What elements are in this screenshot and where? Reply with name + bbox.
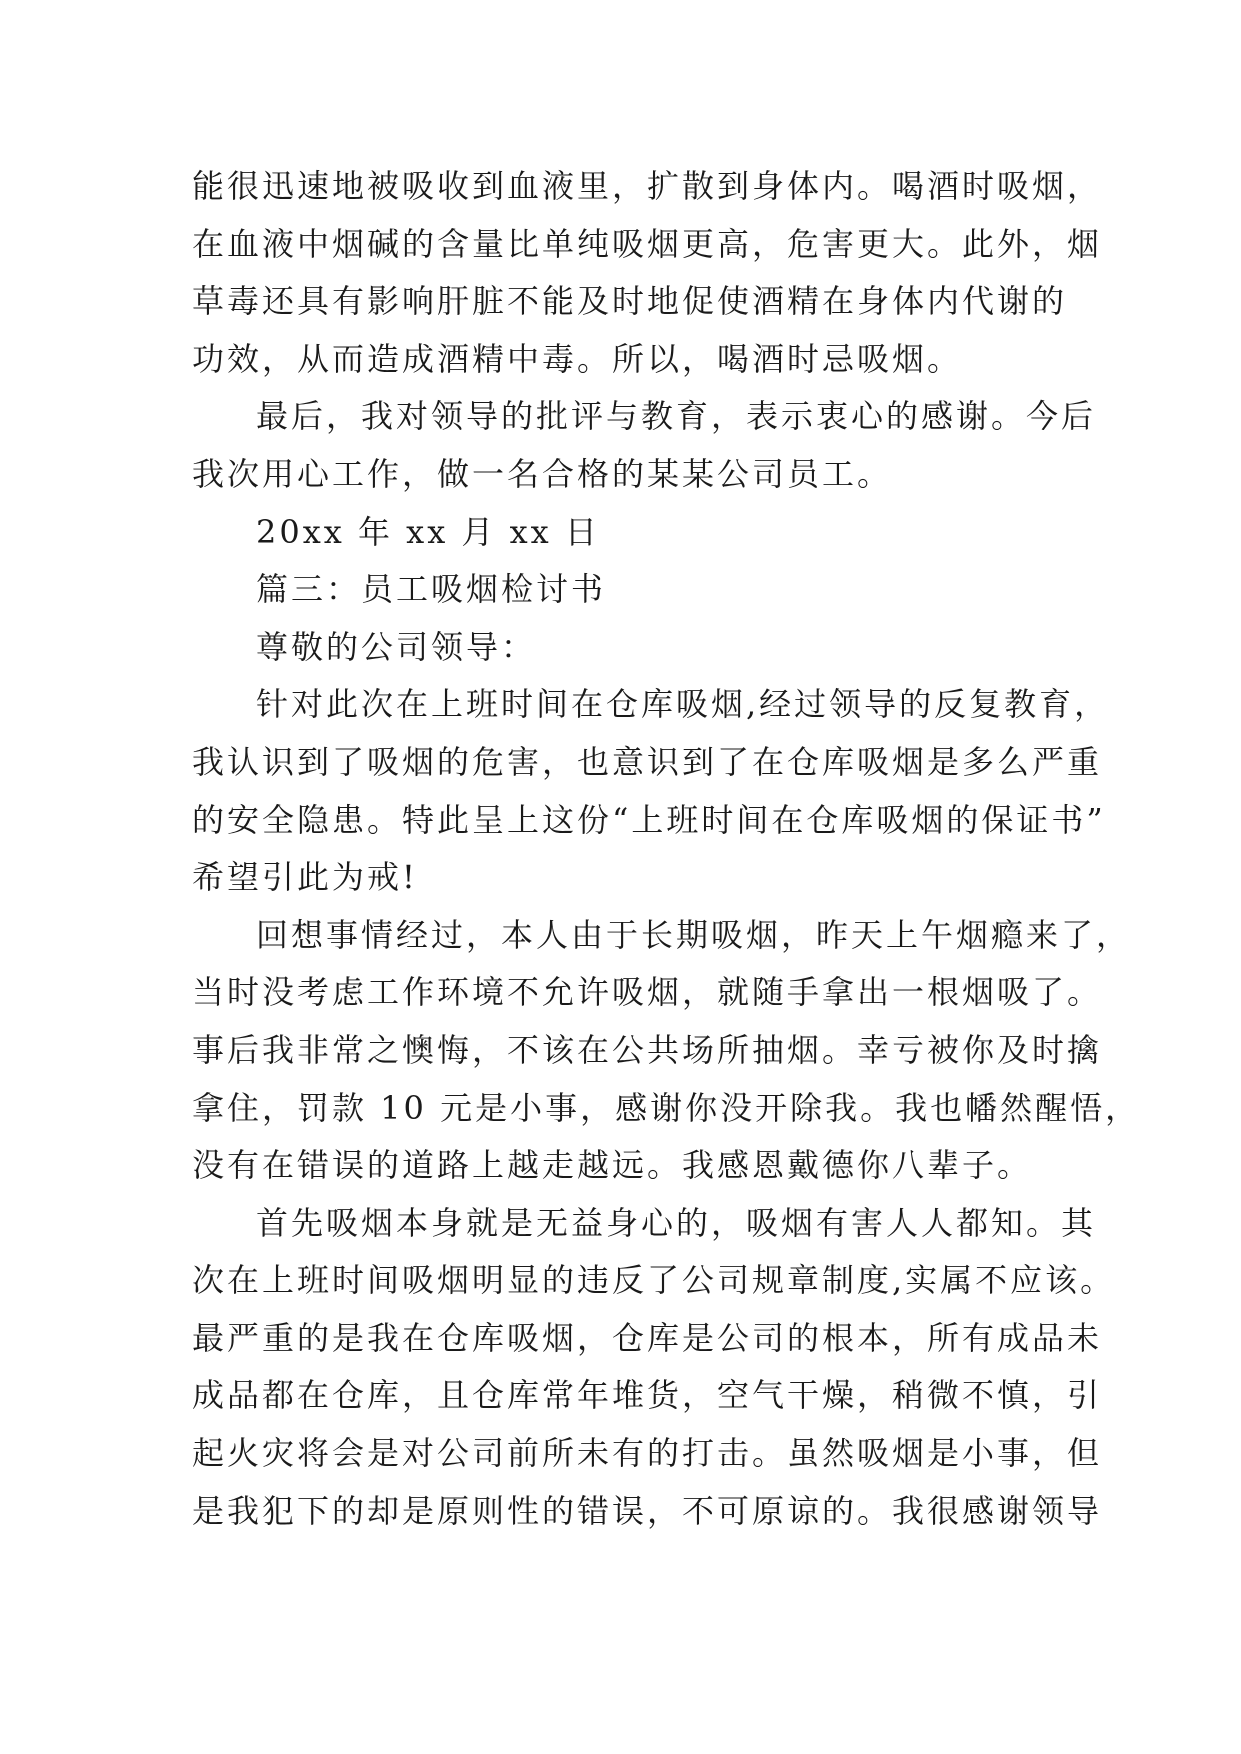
text-line: 起火灾将会是对公司前所未有的打击。虽然吸烟是小事，但 [192, 1434, 1103, 1473]
text-line: 当时没考虑工作环境不允许吸烟，就随手拿出一根烟吸了。 [192, 973, 1103, 1012]
paragraph-first-line: 针对此次在上班时间在仓库吸烟,经过领导的反复教育， [256, 685, 1110, 724]
text-line: 功效，从而造成酒精中毒。所以，喝酒时忌吸烟。 [192, 339, 963, 378]
text-line: 次在上班时间吸烟明显的违反了公司规章制度,实属不应该。 [192, 1261, 1116, 1300]
date-line: 20xx 年 xx 月 xx 日 [256, 512, 600, 551]
section-heading: 篇三：员工吸烟检讨书 [256, 570, 607, 609]
text-line: 是我犯下的却是原则性的错误，不可原谅的。我很感谢领导 [192, 1491, 1103, 1530]
paragraph-first-line: 回想事情经过，本人由于长期吸烟，昨天上午烟瘾来了， [256, 915, 1132, 954]
text-line: 事后我非常之懊悔，不该在公共场所抽烟。幸亏被你及时擒 [192, 1030, 1103, 1069]
salutation: 尊敬的公司领导： [256, 627, 537, 666]
text-line: 最严重的是我在仓库吸烟，仓库是公司的根本，所有成品未 [192, 1318, 1103, 1357]
text-line: 我认识到了吸烟的危害，也意识到了在仓库吸烟是多么严重 [192, 742, 1103, 781]
paragraph-first-line: 首先吸烟本身就是无益身心的，吸烟有害人人都知。其 [256, 1203, 1097, 1242]
paragraph-first-line: 最后，我对领导的批评与教育，表示衷心的感谢。今后 [256, 397, 1097, 436]
text-line: 草毒还具有影响肝脏不能及时地促使酒精在身体内代谢的 [192, 282, 1068, 321]
text-line: 我次用心工作，做一名合格的某某公司员工。 [192, 454, 893, 493]
text-line: 拿住，罚款 10 元是小事，感谢你没开除我。我也幡然醒悟， [192, 1088, 1141, 1127]
text-line: 成品都在仓库，且仓库常年堆货，空气干燥，稍微不慎，引 [192, 1376, 1103, 1415]
text-line: 的安全隐患。特此呈上这份“上班时间在仓库吸烟的保证书” [192, 800, 1106, 839]
text-line: 没有在错误的道路上越走越远。我感恩戴德你八辈子。 [192, 1146, 1033, 1185]
text-line: 能很迅速地被吸收到血液里，扩散到身体内。喝酒时吸烟， [192, 167, 1103, 205]
text-line: 在血液中烟碱的含量比单纯吸烟更高，危害更大。此外，烟 [192, 224, 1103, 263]
body-text [192, 158, 1141, 1540]
text-line: 希望引此为戒! [192, 858, 418, 897]
